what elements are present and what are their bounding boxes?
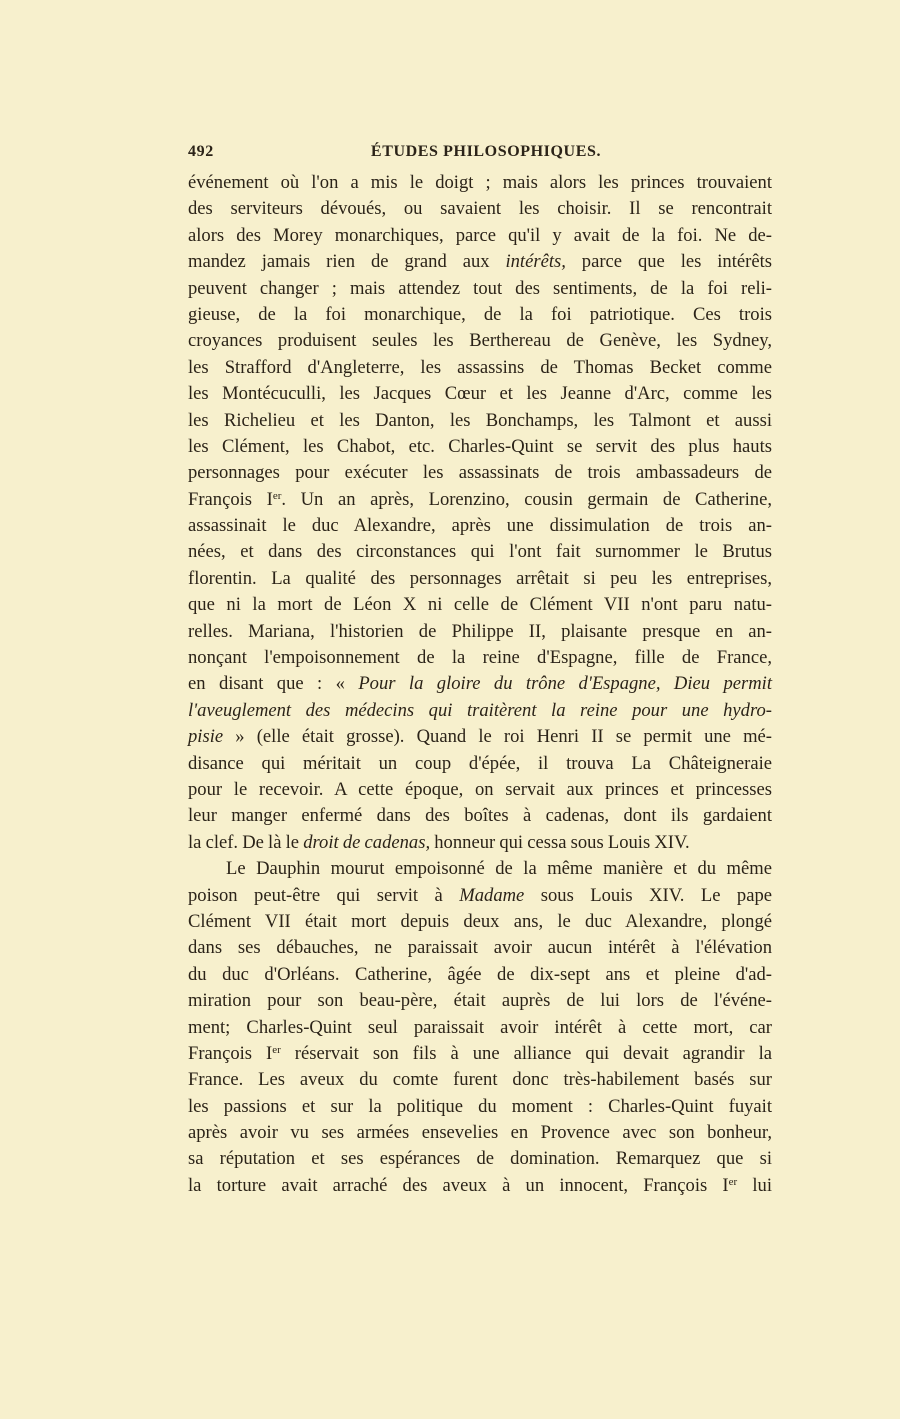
text-line: [188, 645, 772, 671]
text-segment: les Strafford d'Angleterre, les assassins de Thomas Becket comme: [188, 356, 772, 378]
text-line: [188, 566, 772, 592]
text-segment: relles. Mariana, l'historien de Philippe II, plaisante presque en an-: [188, 620, 772, 642]
text-line: [188, 302, 772, 328]
text-line: [188, 883, 772, 909]
running-header: [188, 143, 772, 167]
text-segment: ment; Charles-Quint seul paraissait avoir intérêt à cette mort, car: [188, 1016, 772, 1038]
text-segment: mandez jamais rien de grand aux: [188, 251, 506, 273]
text-line: [188, 223, 772, 249]
italic-text: droit de cadenas,: [303, 831, 431, 853]
text-segment: peuvent changer ; mais attendez tout des sentiments, de la foi reli-: [188, 277, 772, 299]
text-line: [188, 724, 772, 750]
text-line: [188, 328, 772, 354]
text-segment: . Un an après, Lorenzino, cousin germain de Catherine,: [281, 488, 772, 510]
text-segment: lui: [737, 1174, 772, 1196]
italic-text: Pour la gloire du trône d'Espagne, Dieu permit: [358, 673, 773, 695]
text-segment: poison peut-être qui servit à: [188, 884, 460, 906]
text-line: [188, 381, 772, 407]
text-segment: du duc d'Orléans. Catherine, âgée de dix-sept ans et pleine d'ad-: [188, 963, 772, 985]
text-line: [188, 1041, 772, 1067]
text-line: [188, 803, 772, 829]
text-segment: les Clément, les Chabot, etc. Charles-Quint se servit des plus hauts: [188, 435, 772, 457]
text-segment: des serviteurs dévoués, ou savaient les choisir. Il se rencontrait: [188, 198, 772, 220]
superscript: er: [272, 489, 282, 502]
text-line: [188, 1015, 772, 1041]
superscript: er: [272, 1043, 281, 1056]
text-segment: en disant que : «: [188, 673, 359, 695]
text-segment: sa réputation et ses espérances de domination. Remarquez que si: [188, 1148, 772, 1170]
text-line: [188, 751, 772, 777]
text-segment: sous Louis XIV. Le pape: [524, 884, 772, 906]
text-line: [188, 1146, 772, 1172]
text-segment: François I: [188, 488, 273, 510]
italic-text: Madame: [459, 884, 525, 906]
italic-text: pisie: [188, 726, 224, 748]
text-segment: parce que les intérêts: [565, 251, 772, 273]
text-line: [188, 830, 772, 856]
text-segment: alors des Morey monarchiques, parce qu'il y avait de la foi. Ne de-: [188, 224, 772, 246]
text-segment: les Montécuculli, les Jacques Cœur et les Jeanne d'Arc, comme les: [188, 383, 772, 405]
text-line: [188, 460, 772, 486]
text-segment: leur manger enfermé dans des boîtes à cadenas, dont ils gardaient: [188, 805, 772, 827]
text-segment: nées, et dans des circonstances qui l'ont fait surnommer le Brutus: [188, 541, 772, 563]
text-segment: réservait son fils à une alliance qui devait agrandir la: [280, 1042, 773, 1064]
text-line: [188, 962, 772, 988]
text-segment: France. Les aveux du comte furent donc très-habilement basés sur: [188, 1069, 772, 1091]
text-segment: gieuse, de la foi monarchique, de la foi patriotique. Ces trois: [188, 303, 772, 325]
text-segment: miration pour son beau-père, était auprès de lui lors de l'événe-: [188, 990, 772, 1012]
text-segment: nonçant l'empoisonnement de la reine d'Espagne, fille de France,: [188, 647, 772, 669]
text-segment: après avoir vu ses armées ensevelies en Provence avec son bonheur,: [188, 1122, 772, 1144]
text-line: [188, 619, 772, 645]
text-line: [188, 671, 772, 697]
text-line: [188, 249, 772, 275]
text-segment: la clef. De là le: [188, 831, 304, 853]
text-line: [188, 170, 772, 196]
text-line: [188, 856, 772, 882]
text-line: [188, 1173, 772, 1199]
text-segment: assassinait le duc Alexandre, après une dissimulation de trois an-: [188, 515, 772, 537]
text-segment: florentin. La qualité des personnages arrêtait si peu les entreprises,: [188, 567, 772, 589]
text-line: [188, 196, 772, 222]
text-line: [188, 276, 772, 302]
text-line: [188, 487, 772, 513]
text-segment: François I: [188, 1042, 273, 1064]
text-segment: dans ses débauches, ne paraissait avoir aucun intérêt à l'élévation: [188, 937, 772, 959]
text-segment: la torture avait arraché des aveux à un innocent, François I: [188, 1174, 729, 1196]
italic-text: intérêts,: [505, 251, 566, 273]
text-line: [188, 408, 772, 434]
text-segment: les Richelieu et les Danton, les Bonchamps, les Talmont et aussi: [188, 409, 772, 431]
page-number: 492: [188, 143, 214, 160]
running-title: ÉTUDES PHILOSOPHIQUES.: [370, 143, 602, 160]
text-line: [188, 592, 772, 618]
text-line: [188, 539, 772, 565]
text-segment: Clément VII était mort depuis deux ans, le duc Alexandre, plongé: [188, 910, 772, 932]
text-segment: événement où l'on a mis le doigt ; mais alors les princes trouvaient: [188, 172, 772, 193]
text-line: [188, 935, 772, 961]
text-line: [188, 434, 772, 460]
text-segment: Le Dauphin mourut empoisonné de la même manière et du même: [226, 858, 772, 880]
text-segment: disance qui méritait un coup d'épée, il trouva La Châteigneraie: [188, 752, 772, 774]
text-segment: que ni la mort de Léon X ni celle de Clément VII n'ont paru natu-: [188, 594, 772, 616]
text-segment: personnages pour exécuter les assassinats de trois ambassadeurs de: [188, 462, 772, 484]
text-line: [188, 1067, 772, 1093]
text-line: [188, 513, 772, 539]
text-segment: les passions et sur la politique du moment : Charles-Quint fuyait: [188, 1095, 772, 1117]
text-line: [188, 355, 772, 381]
text-line: [188, 1120, 772, 1146]
text-segment: pour le recevoir. A cette époque, on servait aux princes et princesses: [188, 778, 772, 800]
text-line: [188, 909, 772, 935]
body-text: [188, 170, 772, 1199]
italic-text: l'aveuglement des médecins qui traitèrent la reine pour une hydro-: [188, 699, 772, 721]
text-segment: honneur qui cessa sous Louis XIV.: [430, 831, 690, 853]
text-line: [188, 988, 772, 1014]
text-line: [188, 1094, 772, 1120]
text-line: [188, 777, 772, 803]
text-line: [188, 698, 772, 724]
text-segment: croyances produisent seules les Berthereau de Genève, les Sydney,: [188, 330, 772, 352]
text-segment: » (elle était grosse). Quand le roi Henri II se permit une mé-: [223, 726, 772, 748]
superscript: er: [728, 1175, 738, 1188]
